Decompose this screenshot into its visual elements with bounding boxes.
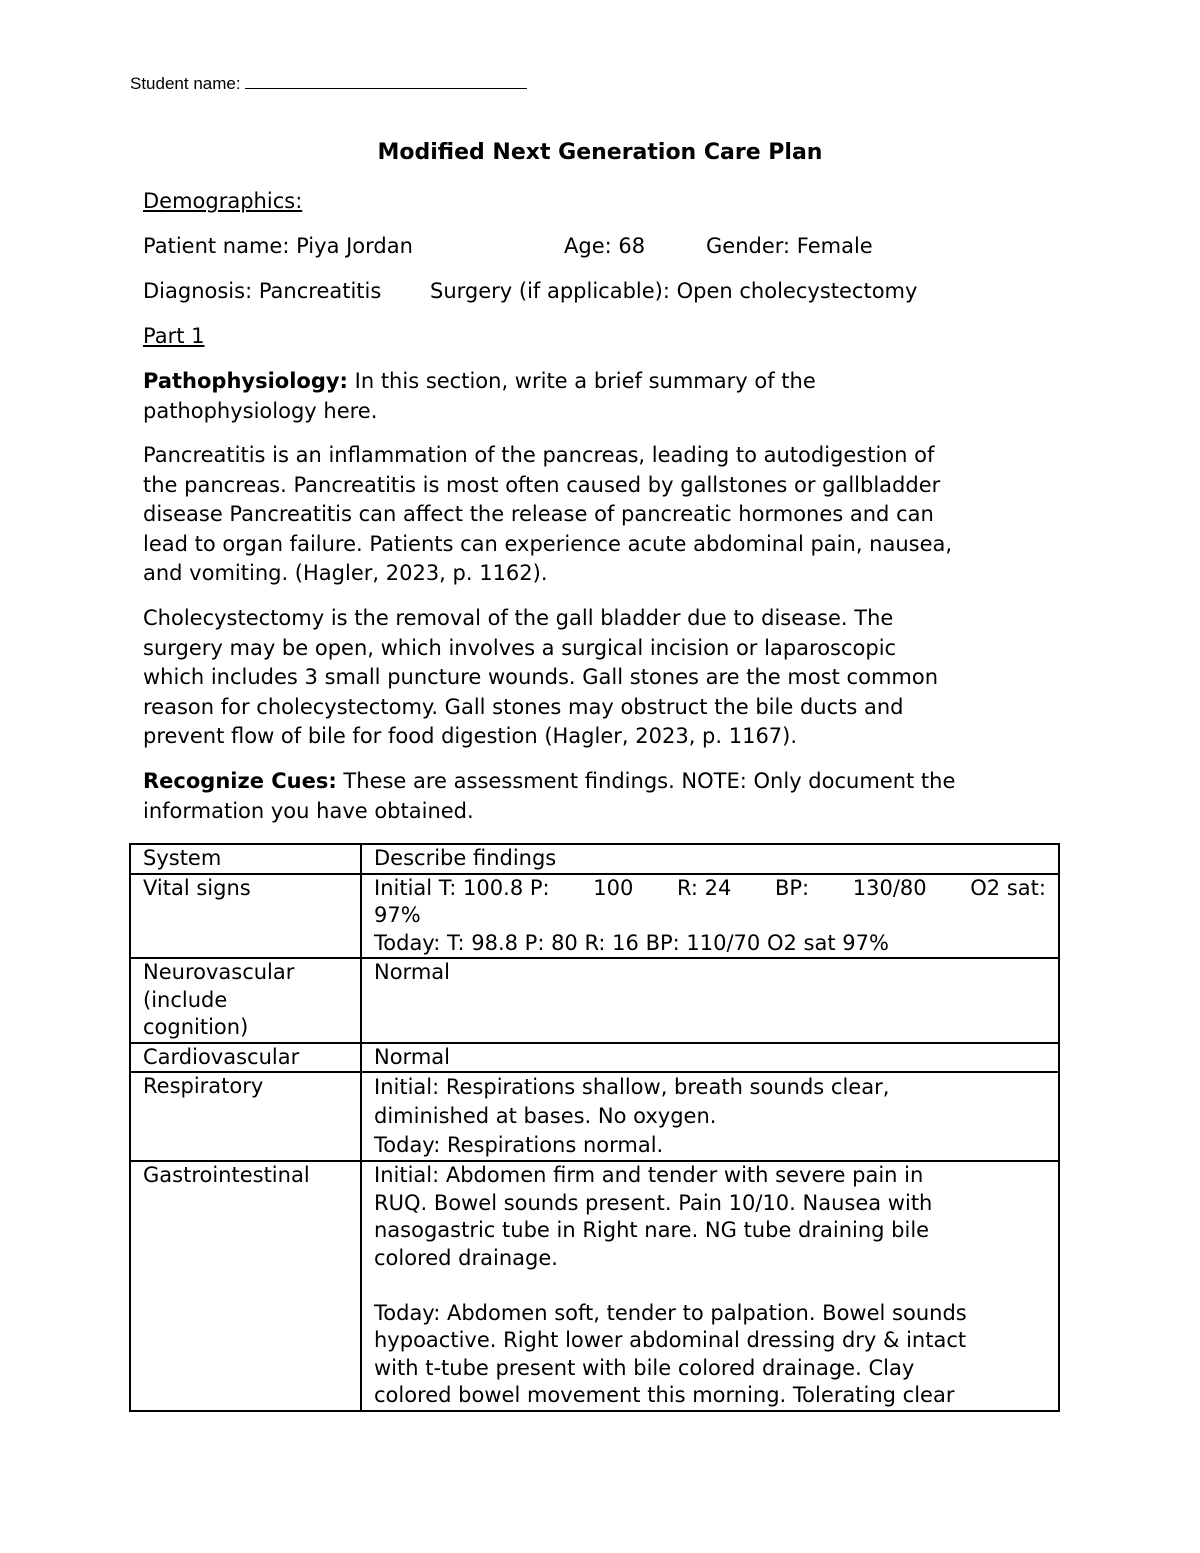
patient-name: Patient name: Piya Jordan	[143, 234, 413, 258]
recognize-cues-table	[129, 843, 1060, 1412]
table-row-neuro	[130, 958, 1059, 1043]
table-header-row	[130, 844, 1059, 874]
paragraph-line: prevent flow of bile for food digestion (Hagler, 2023, p. 1167).	[143, 724, 798, 748]
vitals-initial-part: 100	[593, 875, 634, 900]
findings-resp[interactable]	[361, 1072, 1059, 1161]
gi-today-line: with t-tube present with bile colored drainage. Clay	[374, 1355, 915, 1380]
vitals-initial-cont: 97%	[374, 903, 421, 927]
neuro-label-line: Neurovascular	[143, 960, 295, 984]
paragraph-line: which includes 3 small puncture wounds. Gall stones are the most common	[143, 665, 939, 689]
vitals-today: Today: T: 98.8 P: 80 R: 16 BP: 110/70 O2 sat 97%	[374, 930, 889, 955]
paragraph-line: Pancreatitis is an inflammation of the pancreas, leading to autodigestion of	[143, 443, 935, 467]
findings-gi[interactable]	[361, 1161, 1059, 1411]
recognize-cues-text: These are assessment findings. NOTE: Only document the	[336, 769, 956, 793]
student-name-line	[130, 74, 527, 94]
gi-today-line: hypoactive. Right lower abdominal dressing dry & intact	[374, 1328, 967, 1352]
table-row-vitals	[130, 874, 1059, 959]
recognize-cues-text-2: information you have obtained.	[143, 798, 474, 823]
patient-gender: Gender: Female	[706, 234, 873, 258]
resp-line: Initial: Respirations shallow, breath sounds clear,	[374, 1075, 890, 1099]
diagnosis: Diagnosis: Pancreatitis	[143, 279, 382, 303]
pancreatitis-paragraph	[143, 441, 1063, 589]
table-row-cardio	[130, 1043, 1059, 1073]
system-gi: Gastrointestinal	[130, 1161, 361, 1411]
paragraph-line: disease Pancreatitis can affect the release of pancreatic hormones and can	[143, 502, 934, 526]
system-resp: Respiratory	[130, 1072, 361, 1161]
part1-heading: Part 1	[143, 324, 205, 348]
pathophysiology-prompt	[143, 367, 1063, 426]
header-system: System	[130, 844, 361, 874]
vitals-initial-part: 130/80	[852, 875, 927, 900]
table-row-gi	[130, 1161, 1059, 1411]
pathophysiology-label: Pathophysiology:	[143, 369, 348, 393]
paragraph-line: and vomiting. (Hagler, 2023, p. 1162).	[143, 561, 548, 585]
gi-today-line: Today: Abdomen soft, tender to palpation. Bowel sounds	[374, 1300, 967, 1325]
gi-initial-line: Initial: Abdomen firm and tender with severe pain in	[374, 1163, 924, 1187]
vitals-initial-part: R: 24	[676, 875, 732, 900]
surgery: Surgery (if applicable): Open cholecystectomy	[430, 279, 918, 303]
recognize-cues-prompt	[143, 767, 1063, 826]
vitals-initial-part: Initial T: 100.8 P:	[374, 875, 550, 900]
paragraph-line: surgery may be open, which involves a surgical incision or laparoscopic	[143, 635, 897, 660]
gi-initial-line: colored drainage.	[374, 1245, 558, 1270]
student-name-label: Student name:	[130, 74, 241, 93]
neuro-label-line: cognition)	[143, 1015, 249, 1039]
paragraph-line: the pancreas. Pancreatitis is most often caused by gallstones or gallbladder	[143, 472, 941, 497]
page-title: Modified Next Generation Care Plan	[377, 140, 823, 165]
system-cardio: Cardiovascular	[130, 1043, 361, 1073]
pathophysiology-prompt-text: In this section, write a brief summary of the	[347, 369, 816, 393]
paragraph-line: Cholecystectomy is the removal of the gall bladder due to disease. The	[143, 606, 894, 630]
resp-line: Today: Respirations normal.	[374, 1133, 664, 1157]
paragraph-line: reason for cholecystectomy. Gall stones may obstruct the bile ducts and	[143, 694, 904, 719]
resp-line: diminished at bases. No oxygen.	[374, 1104, 717, 1128]
neuro-label-line: (include	[143, 987, 228, 1012]
table-row-resp	[130, 1072, 1059, 1161]
recognize-cues-label: Recognize Cues:	[143, 769, 337, 793]
vitals-initial-part: O2 sat:	[970, 875, 1046, 900]
demographics-heading: Demographics:	[143, 189, 303, 213]
cholecystectomy-paragraph	[143, 604, 1063, 752]
findings-neuro[interactable]: Normal	[361, 958, 1059, 1043]
system-vitals: Vital signs	[130, 874, 361, 959]
student-name-blank[interactable]	[245, 74, 527, 89]
findings-vitals[interactable]	[361, 874, 1059, 959]
findings-cardio[interactable]: Normal	[361, 1043, 1059, 1073]
patient-age: Age: 68	[564, 234, 646, 258]
gi-spacer	[374, 1272, 1046, 1300]
vitals-initial-part: BP:	[774, 875, 810, 900]
gi-initial-line: RUQ. Bowel sounds present. Pain 10/10. Nausea with	[374, 1190, 933, 1215]
gi-today-line: colored bowel movement this morning. Tolerating clear	[374, 1383, 955, 1407]
gi-initial-line: nasogastric tube in Right nare. NG tube draining bile	[374, 1218, 930, 1242]
header-findings: Describe findings	[361, 844, 1059, 874]
demographics-row-2	[143, 277, 917, 306]
system-neuro	[130, 958, 361, 1043]
paragraph-line: lead to organ failure. Patients can experience acute abdominal pain, nausea,	[143, 531, 953, 556]
demographics-row-1	[143, 232, 873, 261]
pathophysiology-prompt-text-2: pathophysiology here.	[143, 398, 378, 423]
